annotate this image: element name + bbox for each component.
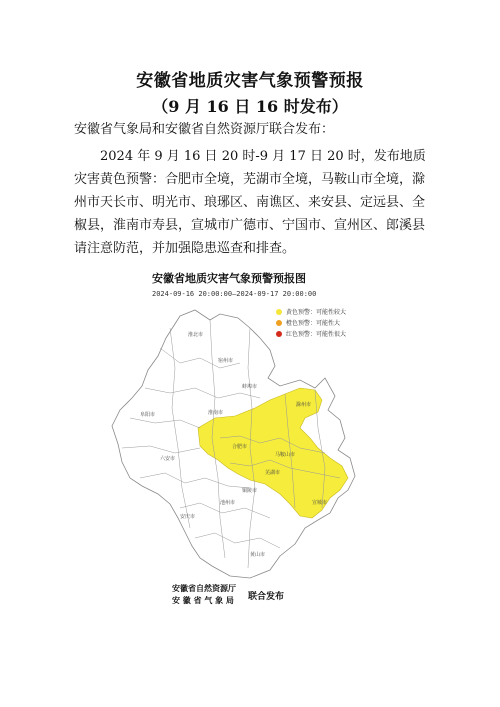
map-footer-issuers <box>172 583 236 607</box>
city-label: 滁州市 <box>296 402 312 408</box>
city-label: 铜陵市 <box>242 488 258 494</box>
legend-label: 红色预警：可能性很大 <box>286 331 347 338</box>
map-date-range: 2024-09-16 20:00:00—2024-09-17 20:00:00 <box>152 290 317 298</box>
city-label: 宿州市 <box>218 358 234 364</box>
intro-paragraph: 安徽省气象局和安徽省自然资源厅联合发布： <box>74 122 335 137</box>
city-label: 合肥市 <box>232 444 248 450</box>
document-subtitle: （9 月 16 日 16 时发布） <box>152 97 348 116</box>
warning-map <box>100 268 400 608</box>
city-label: 安庆市 <box>180 514 196 520</box>
city-label: 六安市 <box>160 456 176 462</box>
city-label: 淮南市 <box>208 410 224 416</box>
city-label: 淮北市 <box>188 332 204 338</box>
city-label: 蚌埠市 <box>242 384 258 390</box>
city-label: 芜湖市 <box>265 470 281 476</box>
legend-label: 橙色预警：可能性大 <box>286 320 341 327</box>
document-title: 安徽省地质灾害气象预警预报 <box>136 71 364 91</box>
city-label: 池州市 <box>220 500 236 506</box>
city-label: 阜阳市 <box>140 412 156 418</box>
joint-release-label: 联合发布 <box>248 592 285 602</box>
city-label: 宣城市 <box>312 500 328 506</box>
issuer-line: 安 徽 省 气 象 局 <box>172 596 234 605</box>
city-label: 黄山市 <box>250 552 266 558</box>
issuer-line: 安徽省自然资源厅 <box>172 584 236 593</box>
warning-paragraph: 2024 年 9 月 16 日 20 时-9 月 17 日 20 时，发布地质灾害黄色预警：合肥市全境，芜湖市全境，马鞍山市全境，滁州市天长市、明光市、琅琊区、南谯区、来安县、定远县、全椒县，淮南市寿县，宣城市广德市、宁国市、宣州区、郎溪县请注意防范，并加强隐患巡查和排查。 <box>74 149 426 256</box>
city-label: 马鞍山市 <box>275 452 296 458</box>
map-title: 安徽省地质灾害气象预警预报图 <box>152 272 306 285</box>
legend-label: 黄色预警：可能性较大 <box>286 309 347 316</box>
province-map-svg <box>100 308 400 598</box>
